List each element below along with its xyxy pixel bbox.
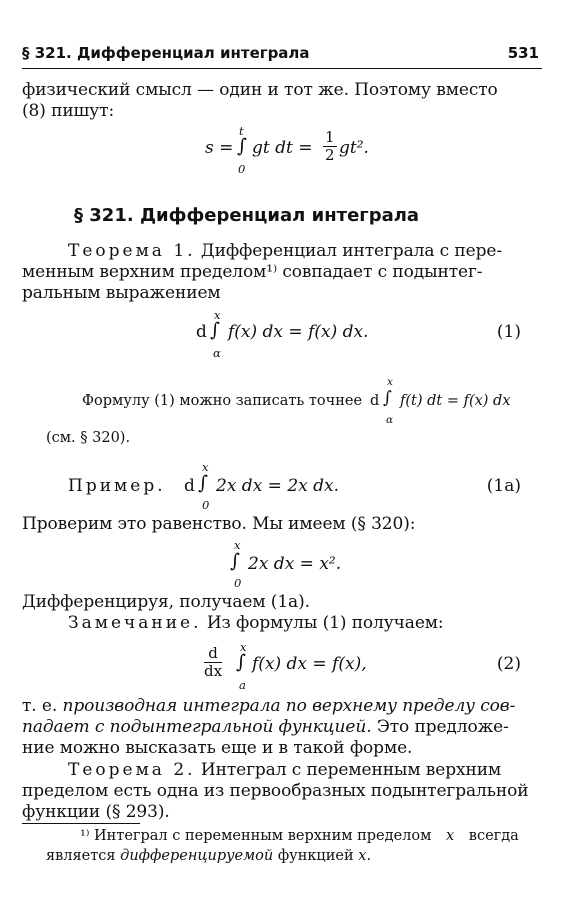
running-header-title: § 321. Дифференциал интеграла xyxy=(22,44,310,62)
formula-2: $\frac{d}{dx}$ x ∫ a f(x) dx = f(x), xyxy=(204,640,367,692)
formula-1: d x ∫ α f(x) dx = f(x) dx. xyxy=(196,308,369,360)
remark-text-2: падает с подынтегральной функцией. Это предложе- xyxy=(22,717,509,737)
footnote-line-1: ¹⁾ Интеграл с переменным верхним пределом x всегда xyxy=(80,828,519,844)
fraction-half: $\frac{1}{2}$ xyxy=(325,128,335,164)
note-cont: (см. § 320). xyxy=(46,430,131,446)
integral-sign: ∫ xyxy=(237,135,247,157)
diff-line: Дифференцируя, получаем (1a). xyxy=(22,592,310,612)
intro-line-1: физический смысл — один и тот же. Поэтому вместо xyxy=(22,80,498,100)
remark-label: Замечание. xyxy=(68,613,202,633)
integral-sign: ∫ xyxy=(383,388,392,408)
formula-1a: d x ∫ 0 2x dx = 2x dx. xyxy=(184,460,340,512)
note-text: Формулу (1) можно записать точнее xyxy=(82,393,363,409)
theorem1-line-1: Теорема 1. Дифференциал интеграла с пере- xyxy=(68,241,502,261)
theorem1-line-3: ральным выражением xyxy=(22,283,221,303)
integral-upper-limit: t xyxy=(239,124,244,138)
remark-line: Замечание. Из формулы (1) получаем: xyxy=(68,613,444,633)
theorem2-label: Теорема 2. xyxy=(68,760,196,780)
integral-sign: ∫ xyxy=(210,319,220,341)
example-label: Пример. xyxy=(68,476,166,496)
remark-text-1: т. е. производная интеграла по верхнему пределу сов- xyxy=(22,696,516,716)
intro-line-2: (8) пишут: xyxy=(22,101,115,121)
theorem1-line-2: менным верхним пределом¹⁾ совпадает с подынтег- xyxy=(22,262,483,282)
formula-1-precise: d x ∫ α f(t) dt = f(x) dx xyxy=(370,376,511,426)
integral-lower-limit: 0 xyxy=(238,162,246,176)
footnote-line-2: является дифференцируемой функцией x. xyxy=(46,848,372,864)
equation-number-2: (2) xyxy=(496,654,521,674)
remark-text-3: ние можно высказать еще и в такой форме. xyxy=(22,738,413,758)
header-rule xyxy=(22,68,542,69)
page-number: 531 xyxy=(507,44,539,62)
formula-s: s = t ∫ 0 gt dt = $\frac{1}{2}$ gt². xyxy=(205,124,369,176)
theorem2-line-2: пределом есть одна из первообразных подынтегральной xyxy=(22,781,529,801)
formula-check: x ∫ 0 2x dx = x². xyxy=(230,538,342,590)
check-line: Проверим это равенство. Мы имеем (§ 320): xyxy=(22,514,416,534)
theorem1-label: Теорема 1. xyxy=(68,241,196,261)
equation-number-1: (1) xyxy=(496,322,521,342)
integral-sign: ∫ xyxy=(236,651,246,673)
theorem2-line-1: Теорема 2. Интеграл с переменным верхним xyxy=(68,760,502,780)
equation-number-1a: (1a) xyxy=(486,476,521,496)
integrand: gt dt = xyxy=(252,138,313,158)
theorem2-line-3: функции (§ 293). xyxy=(22,802,170,822)
integral-sign: ∫ xyxy=(198,472,208,494)
section-title: § 321. Дифференциал интеграла xyxy=(74,205,420,226)
footnote-rule xyxy=(22,823,140,824)
integral-sign: ∫ xyxy=(230,550,240,572)
formula-rhs: gt². xyxy=(339,138,369,158)
